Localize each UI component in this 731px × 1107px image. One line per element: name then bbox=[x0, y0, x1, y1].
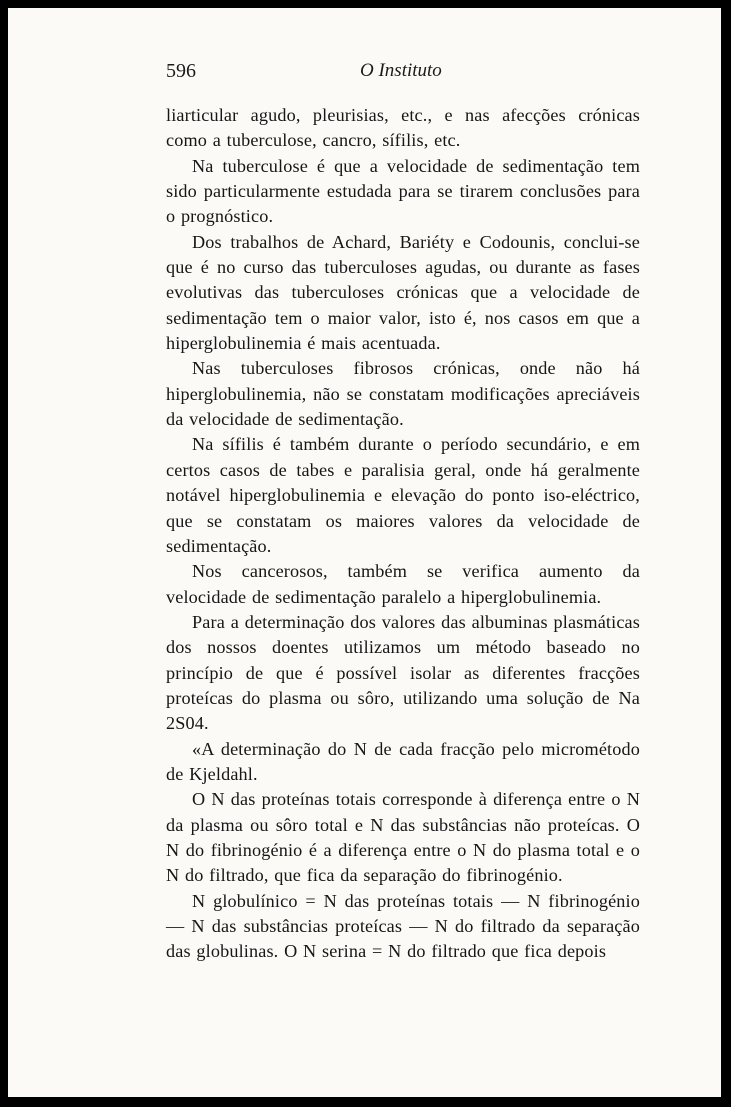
paragraph: Para a determinação dos valores das albuminas plasmáticas dos nossos doentes utilizamos um método baseado no princípio de que é possível isolar as diferentes fracções proteícas do plasma ou sôro, utilizando uma solução de Na 2S04. bbox=[166, 611, 640, 734]
paragraph: liarticular agudo, pleurisias, etc., e nas afecções crónicas como a tuberculose, cancro, sífilis, etc. bbox=[166, 105, 640, 151]
page-header bbox=[8, 60, 721, 88]
paragraph: Na tuberculose é que a velocidade de sedimentação tem sido particularmente estudada para se tirarem conclusões para o prognóstico. bbox=[166, 155, 640, 227]
book-page bbox=[8, 8, 721, 1097]
paragraph: Dos trabalhos de Achard, Bariéty e Codounis, conclui-se que é no curso das tuberculoses agudas, ou durante as fases evolutivas das tuberculoses crónicas que a velocidade de sedimentação tem o maior valor, isto é, nos casos em que a hiperglobulinemia é mais acentuada. bbox=[166, 231, 640, 354]
body-text bbox=[166, 103, 640, 965]
paragraph: «A determinação do N de cada fracção pelo micrométodo de Kjeldahl. bbox=[166, 738, 640, 784]
paragraph: Na sífilis é também durante o período secundário, e em certos casos de tabes e paralisia geral, onde há geralmente notável hiperglobulinemia e elevação do ponto iso-eléctrico, que se constatam os maiores valores da velocidade de sedimentação. bbox=[166, 434, 640, 556]
page-number: 596 bbox=[166, 60, 196, 82]
paragraph: Nas tuberculoses fibrosos crónicas, onde não há hiperglobulinemia, não se constatam modificações apreciáveis da velocidade de sedimentação. bbox=[166, 358, 640, 430]
paragraph: O N das proteínas totais corresponde à diferença entre o N da plasma ou sôro total e N das substâncias não proteícas. O N do fibrinogénio é a diferença entre o N do plasma total e o N do filtrado, que fica da separação do fibrinogénio. bbox=[166, 789, 640, 886]
paragraph: N globulínico = N das proteínas totais — N fibrinogénio — N das substâncias proteícas — N do filtrado da separação das globulinas. O N serina = N do filtrado que fica depois bbox=[166, 890, 640, 962]
paragraph: Nos cancerosos, também se verifica aumento da velocidade de sedimentação paralelo a hiperglobulinemia. bbox=[166, 561, 640, 607]
running-title: O Instituto bbox=[360, 60, 442, 81]
